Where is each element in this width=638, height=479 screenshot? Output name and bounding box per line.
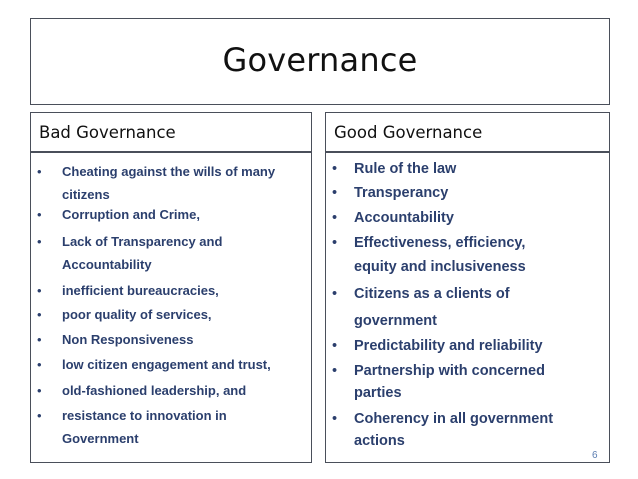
bullet-icon: • xyxy=(332,161,338,177)
bullet-icon: • xyxy=(37,383,42,398)
bullet-icon: • xyxy=(332,235,338,251)
bullet-icon: • xyxy=(332,411,338,427)
bullet-icon: • xyxy=(37,164,42,179)
bullet-icon: • xyxy=(37,234,42,249)
good-governance-heading: Good Governance xyxy=(334,123,483,142)
page-number: 6 xyxy=(592,450,598,461)
bullet-icon: • xyxy=(332,286,338,302)
good-governance-list: • Rule of the law • Transperancy • Accountability • Effectiveness, efficiency, equity and inclusiveness • Citizens as a clients of government • Predictability and reliability • Partnership with concerned parties • Coherency in all government actions xyxy=(325,152,610,463)
bullet-icon: • xyxy=(37,332,42,347)
title-box xyxy=(30,18,610,105)
bullet-icon: • xyxy=(332,338,338,354)
good-governance-header xyxy=(325,112,610,152)
bad-governance-list: • Cheating against the wills of many citizens • Corruption and Crime, • Lack of Transparency and Accountability • inefficient bureaucracies, • poor quality of services, • Non Responsiveness • low citizen engagement and trust, • old-fashioned leadership, and • resistance to innovation in Government xyxy=(30,152,312,463)
bad-governance-heading: Bad Governance xyxy=(39,123,176,142)
bullet-icon: • xyxy=(37,207,42,222)
slide-title: Governance xyxy=(222,41,418,79)
bad-governance-header xyxy=(30,112,312,152)
bullet-icon: • xyxy=(37,408,42,423)
bullet-icon: • xyxy=(37,283,42,298)
bullet-icon: • xyxy=(37,307,42,322)
bullet-icon: • xyxy=(332,363,338,379)
bullet-icon: • xyxy=(332,185,338,201)
bullet-icon: • xyxy=(332,210,338,226)
bullet-icon: • xyxy=(37,357,42,372)
